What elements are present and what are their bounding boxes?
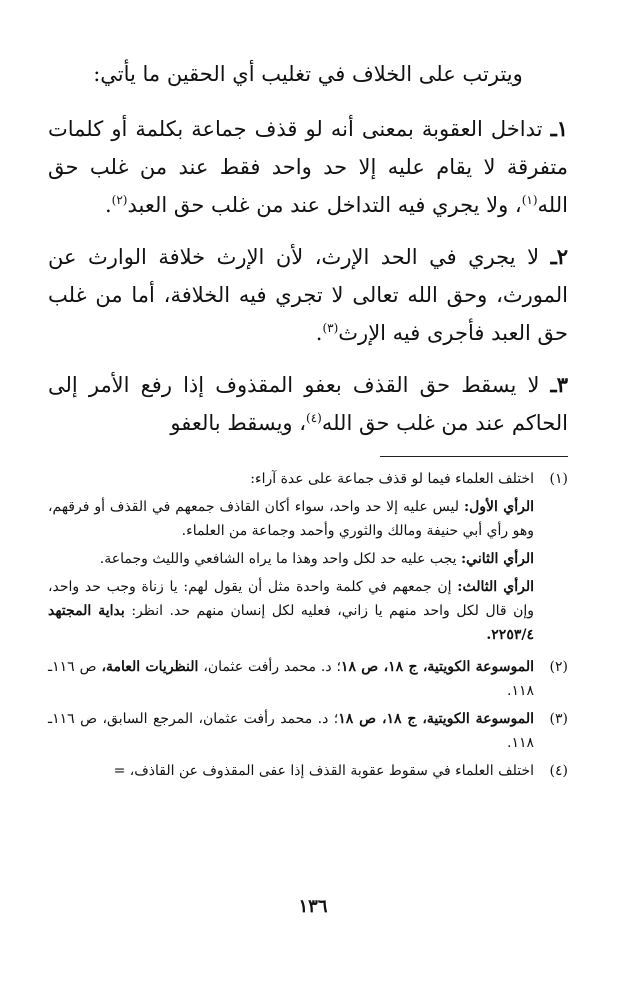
item-text: .	[315, 321, 323, 345]
source-reference: الموسوعة الكويتية، ج ١٨، ص ١٨	[340, 659, 534, 675]
footnote-text: ؛ د. محمد رأفت عثمان، المرجع السابق، ص ١١٦ـ ١١٨.	[48, 711, 534, 751]
item-text: ، ويسقط بالعفو	[170, 411, 307, 435]
footnote-ref[interactable]: (٢)	[111, 193, 128, 207]
footnote-number: (١)	[549, 471, 568, 487]
footnote-text: اختلف العلماء في سقوط عقوبة القذف إذا عفى المقذوف عن القاذف، =	[113, 763, 534, 779]
item-text: ، ولا يجري فيه التداخل عند من غلب حق العبد	[127, 193, 522, 217]
source-reference: النظريات العامة،	[101, 659, 199, 675]
opinion-text: ليس عليه إلا حد واحد، سواء أكان القاذف جمعهم في القذف أو فرقهم، وهو رأي أبي حنيفة ومالك والثوري وأحمد وجماعة من العلماء.	[48, 499, 534, 539]
footnote-body	[48, 655, 534, 703]
footnote-ref[interactable]: (٤)	[306, 411, 322, 425]
item-text: .	[104, 193, 112, 217]
footnote-text: اختلف العلماء فيما لو قذف جماعة على عدة آراء:	[250, 471, 534, 487]
item-2	[48, 238, 568, 352]
intro-line: ويترتب على الخلاف في تغليب أي الحقين ما يأتي:	[93, 62, 523, 86]
opinion-3	[48, 575, 534, 647]
opinion-2	[48, 547, 534, 571]
footnote-number: (٣)	[549, 711, 568, 727]
opinion-1	[48, 495, 534, 543]
footnotes	[48, 467, 568, 783]
source-reference: بداية المجتهد ٢٢٥٣/٤.	[48, 603, 534, 643]
footnote-ref[interactable]: (٣)	[322, 321, 339, 335]
footnote-text: ؛ د. محمد رأفت عثمان،	[203, 659, 341, 675]
footnote-3	[48, 707, 568, 755]
item-number: ١ـ	[550, 116, 568, 141]
item-text: لا يجري في الحد الإرث، لأن الإرث خلافة الوارث عن المورث، وحق الله تعالى لا تجري فيه الخلافة، أما من غلب حق العبد فأجرى فيه الإرث	[48, 245, 568, 345]
item-3	[48, 366, 568, 442]
footnote-body	[48, 467, 534, 651]
footnote-body	[48, 707, 534, 755]
footnote-2	[48, 655, 568, 703]
source-reference: الموسوعة الكويتية، ج ١٨، ص ١٨	[338, 711, 534, 727]
opinion-label: الرأي الأول:	[463, 499, 535, 515]
opinion-text: إن جمعهم في كلمة واحدة مثل أن يقول لهم: يا زناة وجب حد واحد، وإن قال لكل واحد منهم يا زاني، فعليه لكل إنسان منهم حد. انظر:	[48, 579, 535, 619]
opinion-text: يجب عليه حد لكل واحد وهذا ما يراه الشافعي والليث وجماعة.	[99, 551, 457, 567]
item-text: لا يسقط حق القذف بعفو المقذوف إذا رفع الأمر إلى الحاكم عند من غلب حق الله	[48, 373, 568, 435]
item-number: ٢ـ	[550, 244, 568, 269]
footnote-text: ص ١١٦ـ ١١٨.	[48, 659, 534, 699]
footnote-1	[48, 467, 568, 651]
opinion-label: الرأي الثالث:	[457, 579, 535, 595]
page-number: ١٣٦	[298, 896, 328, 917]
footnote-body	[48, 759, 534, 783]
footnote-number: (٤)	[549, 763, 568, 779]
opinion-label: الرأي الثاني:	[461, 551, 534, 567]
item-1	[48, 110, 568, 224]
item-number: ٣ـ	[550, 372, 568, 397]
footnote-separator	[380, 456, 568, 457]
item-text: تداخل العقوبة بمعنى أنه لو قذف جماعة بكلمة أو كلمات متفرقة لا يقام عليه إلا حد واحد فقط عند من غلب حق الله	[48, 117, 568, 217]
footnote-4	[48, 759, 568, 783]
footnote-number: (٢)	[549, 659, 568, 675]
footnote-ref[interactable]: (١)	[521, 193, 538, 207]
